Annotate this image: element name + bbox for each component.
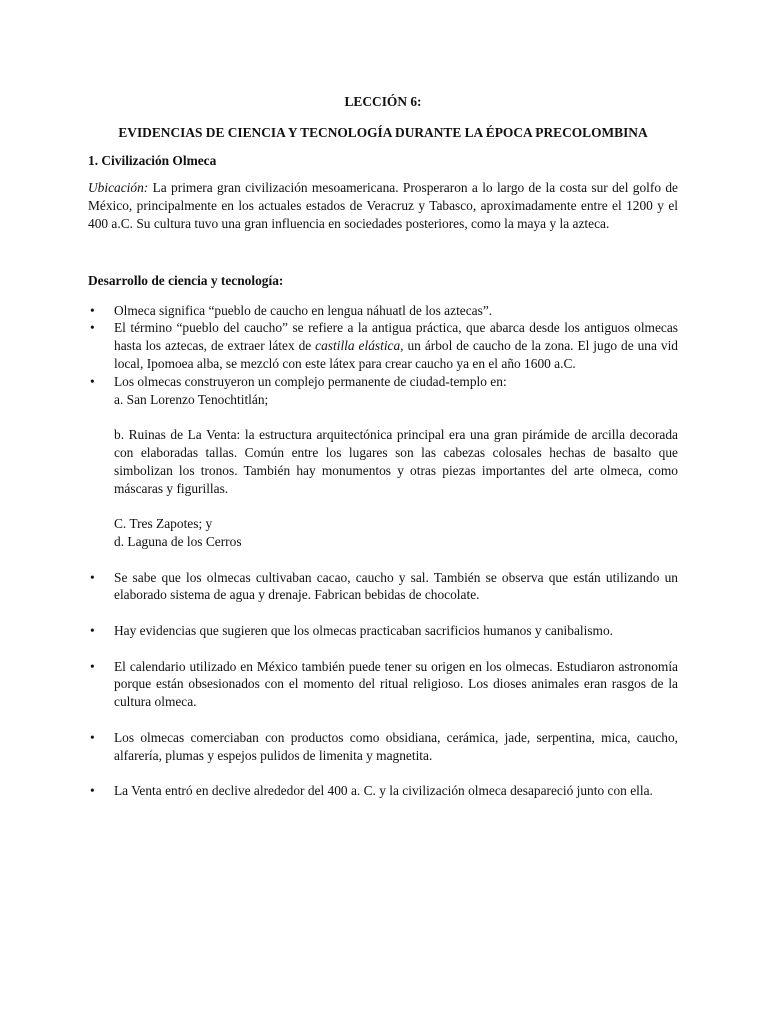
bullet-text: Hay evidencias que sugieren que los olmecas practicaban sacrificios humanos y canibalismo. bbox=[114, 622, 614, 638]
list-item bbox=[88, 782, 678, 800]
bullet-text: Los olmecas comerciaban con productos como obsidiana, cerámica, jade, serpentina, mica, caucho, alfarería, plumas y espejos pulidos de limenita y magnetita. bbox=[114, 729, 678, 763]
bullet-text: • Los olmecas construyeron un complejo permanente de ciudad-templo en: bbox=[114, 373, 507, 389]
list-item bbox=[88, 658, 678, 711]
sub-item-d: d. Laguna de los Cerros bbox=[114, 533, 242, 549]
sub-item-b: b. Ruinas de La Venta: la estructura arquitectónica principal era una gran pirámide de arcilla decorada con elaboradas tallas. Común entre los lugares son las cabezas colosales hechas de basalto que simbolizan los tronos. También hay monumentos y otras piezas importantes del arte olmeca, como máscaras y figurillas. bbox=[114, 427, 678, 496]
bullet-text: El término “pueblo del caucho” se refiere a la antigua práctica, que abarca desde los antiguos olmecas hasta los aztecas, de extraer látex de bbox=[114, 320, 678, 354]
intro-paragraph bbox=[88, 179, 678, 232]
page-title: EVIDENCIAS DE CIENCIA Y TECNOLOGÍA DURANTE LA ÉPOCA PRECOLOMBINA bbox=[118, 124, 648, 140]
lesson-number: LECCIÓN 6: bbox=[344, 94, 422, 109]
bullet-text: El calendario utilizado en México también puede tener su origen en los olmecas. Estudiaron astronomía porque están obsesionados con el momento del ritual religioso. Los dioses animales eran rasgos de la cultura olmeca. bbox=[114, 658, 678, 710]
subheading: Desarrollo de ciencia y tecnología: bbox=[88, 272, 284, 288]
bullet-list bbox=[88, 302, 678, 800]
list-item bbox=[88, 569, 678, 605]
bullet-text: un árbol de caucho de la zona. El jugo de una vid local, Ipomoea alba, se mezcló con este látex para crear caucho ya en el año 1600 a.C. bbox=[114, 338, 678, 371]
list-item bbox=[88, 302, 678, 320]
document-content bbox=[88, 93, 678, 800]
intro-text: La primera gran civilización mesoamericana. Prosperaron a lo largo de la costa sur del golfo de México, principalmente en los actuales estados de Veracruz y Tabasco, aproximadamente entre el 1200 y el 400 a.C. Su cultura tuvo una gran influencia en sociedades posteriores, como la maya y la azteca. bbox=[88, 180, 678, 231]
section-heading: 1. Civilización Olmeca bbox=[88, 152, 217, 168]
list-item bbox=[88, 622, 678, 640]
bullet-text: Se sabe que los olmecas cultivaban cacao, caucho y sal. También se observa que están utilizando un elaborado sistema de agua y drenaje. Fabrican bebidas de chocolate. bbox=[114, 569, 678, 603]
list-item bbox=[88, 373, 678, 551]
sub-item-a: a. San Lorenzo Tenochtitlán; bbox=[114, 391, 269, 407]
bullet-text: Olmeca significa “pueblo de caucho en lengua náhuatl de los aztecas”. bbox=[114, 302, 493, 318]
bullet-text: La Venta entró en declive alrededor del 400 a. C. y la civilización olmeca desapareció junto con ella. bbox=[114, 783, 653, 799]
list-item bbox=[88, 319, 678, 372]
list-item bbox=[88, 729, 678, 765]
intro-label: Ubicación: bbox=[88, 180, 149, 196]
bullet-italic-text: castilla elástica, bbox=[315, 338, 404, 354]
sub-item-c: C. Tres Zapotes; y bbox=[114, 516, 213, 532]
